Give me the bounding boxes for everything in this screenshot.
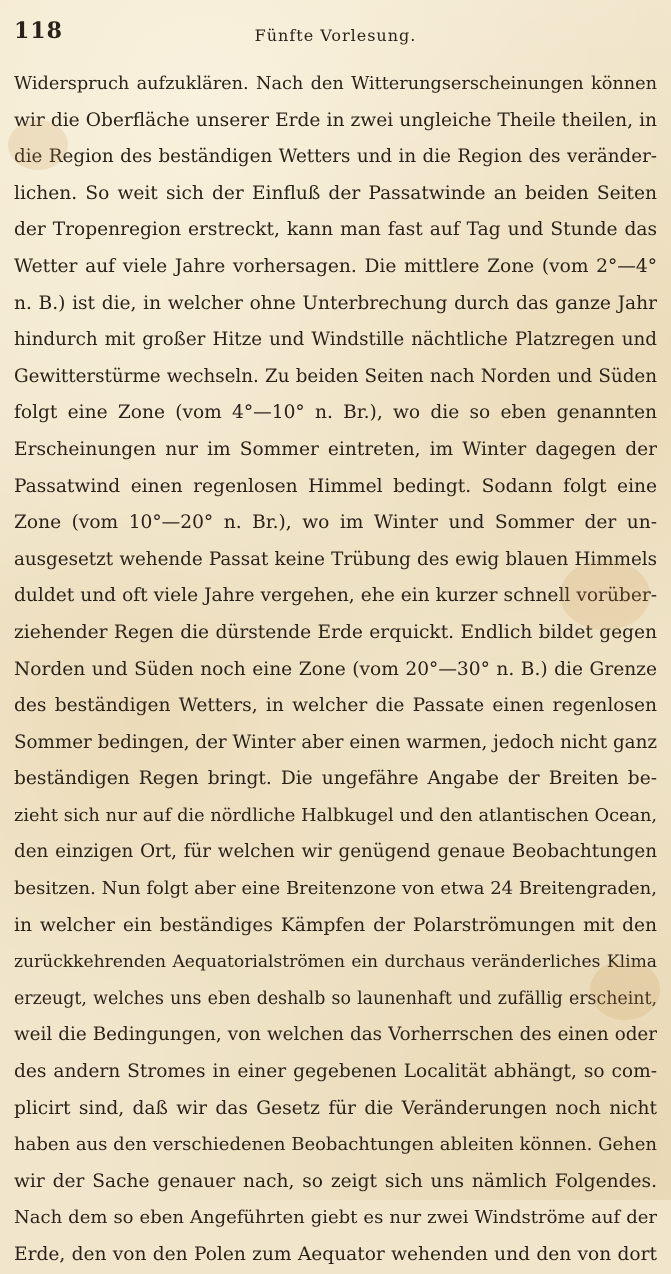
text-line: Wetter auf viele Jahre vorhersagen. Die mittlere Zone (vom 2°—4°: [14, 255, 657, 277]
text-line: zurückkehrenden Aequatorialströmen ein durchaus veränderliches Klima: [14, 952, 657, 973]
text-line: n. B.) ist die, in welcher ohne Unterbrechung durch das ganze Jahr: [14, 292, 657, 314]
text-line: in welcher ein beständiges Kämpfen der Polarströmungen mit den: [14, 914, 657, 936]
text-line: hindurch mit großer Hitze und Windstille nächtliche Platzregen und: [14, 329, 657, 351]
page-header: [14, 14, 657, 54]
text-line: duldet und oft viele Jahre vergehen, ehe ein kurzer schnell vorüber-: [14, 585, 657, 607]
paper-stain: [8, 120, 68, 170]
paper-stain: [560, 560, 650, 630]
paper-stain: [590, 960, 660, 1020]
text-line: wir die Oberfläche unserer Erde in zwei ungleiche Theile theilen, in: [14, 109, 657, 131]
page-number: 118: [14, 18, 63, 44]
text-line: weil die Bedingungen, von welchen das Vorherrschen des einen oder: [14, 1024, 657, 1046]
text-line: zieht sich nur auf die nördliche Halbkugel und den atlantischen Ocean,: [14, 805, 657, 826]
text-line: Sommer bedingen, der Winter aber einen warmen, jedoch nicht ganz: [14, 731, 657, 753]
text-line: besitzen. Nun folgt aber eine Breitenzone von etwa 24 Breitengraden,: [14, 878, 657, 900]
text-line: beständigen Regen bringt. Die ungefähre Angabe der Breiten be-: [14, 768, 657, 790]
text-line: die Region des beständigen Wetters und in die Region des veränder-: [14, 146, 657, 168]
text-line: ausgesetzt wehende Passat keine Trübung des ewig blauen Himmels: [14, 548, 657, 570]
text-line: Norden und Süden noch eine Zone (vom 20°—30° n. B.) die Grenze: [14, 658, 657, 680]
text-line: lichen. So weit sich der Einfluß der Passatwinde an beiden Seiten: [14, 182, 657, 204]
text-line: wir der Sache genauer nach, so zeigt sich uns nämlich Folgendes.: [14, 1170, 657, 1192]
text-line: haben aus den verschiedenen Beobachtungen ableiten können. Gehen: [14, 1134, 657, 1156]
text-line: Erscheinungen nur im Sommer eintreten, im Winter dagegen der: [14, 438, 657, 460]
text-line: erzeugt, welches uns eben deshalb so launenhaft und zufällig erscheint,: [14, 988, 657, 1009]
text-line: Zone (vom 10°—20° n. Br.), wo im Winter und Sommer der un-: [14, 512, 657, 534]
text-line: folgt eine Zone (vom 4°—10° n. Br.), wo die so eben genannten: [14, 402, 657, 424]
text-line: Gewitterstürme wechseln. Zu beiden Seiten nach Norden und Süden: [14, 365, 657, 387]
text-line: Erde, den von den Polen zum Aequator wehenden und den von dort: [14, 1244, 657, 1265]
text-line: Passatwind einen regenlosen Himmel bedingt. Sodann folgt eine: [14, 475, 657, 497]
text-line: der Tropenregion erstreckt, kann man fast auf Tag und Stunde das: [14, 219, 657, 241]
text-line: Nach dem so eben Angeführten giebt es nur zwei Windströme auf der: [14, 1207, 657, 1229]
text-line: plicirt sind, daß wir das Gesetz für die Veränderungen noch nicht: [14, 1097, 657, 1119]
body-text: [14, 66, 657, 1274]
text-line: des andern Stromes in einer gegebenen Localität abhängt, so com-: [14, 1061, 657, 1083]
text-line: Widerspruch aufzuklären. Nach den Witterungserscheinungen können: [14, 74, 657, 94]
text-line: den einzigen Ort, für welchen wir genügend genaue Beobachtungen: [14, 841, 657, 863]
text-line: ziehender Regen die dürstende Erde erquickt. Endlich bildet gegen: [14, 621, 657, 643]
running-head: Fünfte Vorlesung.: [254, 26, 417, 45]
text-line: des beständigen Wetters, in welcher die Passate einen regenlosen: [14, 695, 657, 717]
